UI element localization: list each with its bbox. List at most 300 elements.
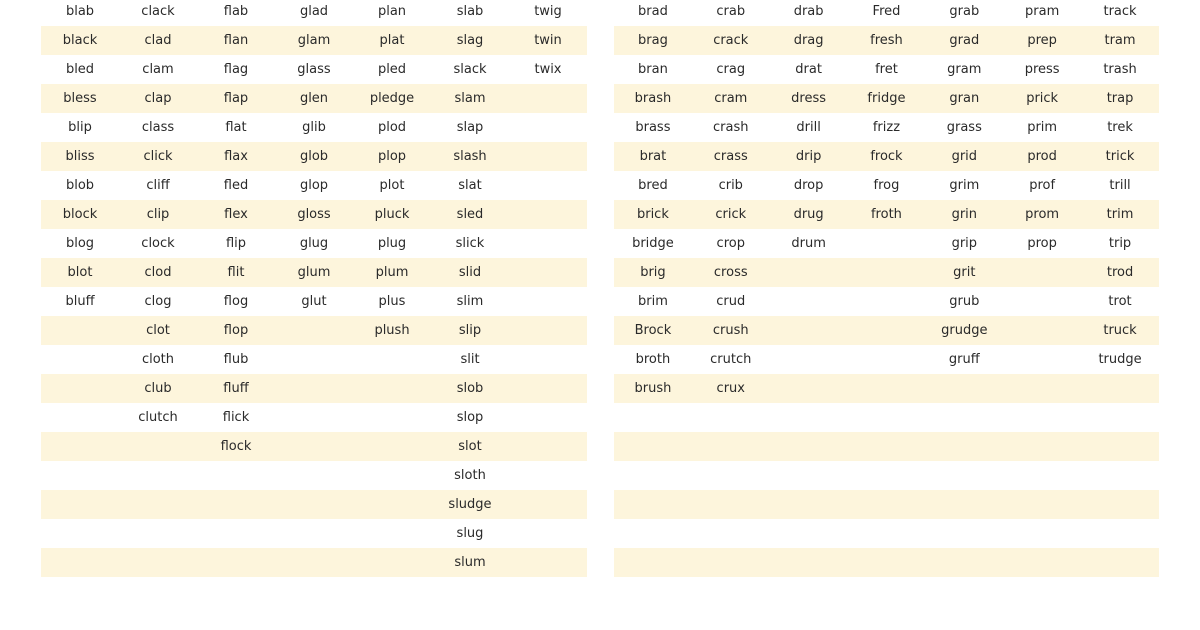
word-cell bbox=[119, 432, 197, 461]
word-cell: brass bbox=[635, 120, 671, 135]
table-row bbox=[614, 229, 1159, 258]
word-cell bbox=[770, 432, 848, 461]
word-cell bbox=[509, 113, 587, 142]
word-cell: clot bbox=[119, 316, 197, 345]
word-cell: slash bbox=[431, 142, 509, 171]
word-cell bbox=[353, 403, 431, 432]
word-cell: grin bbox=[925, 200, 1003, 229]
word-cell: sled bbox=[431, 200, 509, 229]
table-row bbox=[614, 258, 1159, 287]
word-cell bbox=[614, 490, 692, 519]
word-cell: slab bbox=[456, 4, 484, 19]
word-cell: club bbox=[119, 374, 197, 403]
word-cell bbox=[692, 548, 770, 577]
word-cell: prom bbox=[1003, 200, 1081, 229]
word-cell: glob bbox=[275, 142, 353, 171]
word-cell: blab bbox=[65, 4, 95, 19]
word-cell bbox=[1003, 403, 1081, 432]
word-cell bbox=[1003, 432, 1081, 461]
word-cell bbox=[197, 519, 275, 548]
word-cell: pluck bbox=[353, 200, 431, 229]
word-cell: gruff bbox=[948, 352, 980, 367]
word-cell bbox=[1081, 519, 1159, 548]
word-cell: drag bbox=[770, 26, 848, 55]
word-cell bbox=[41, 374, 119, 403]
word-cell: bliss bbox=[41, 142, 119, 171]
word-cell: grudge bbox=[925, 316, 1003, 345]
word-cell bbox=[848, 519, 926, 548]
table-row bbox=[41, 432, 587, 461]
word-cell: bridge bbox=[632, 236, 674, 251]
word-cell bbox=[119, 490, 197, 519]
word-cell bbox=[41, 461, 119, 490]
word-cell: drop bbox=[793, 178, 824, 193]
word-cell: brat bbox=[614, 142, 692, 171]
word-cell: sloth bbox=[454, 468, 486, 483]
word-cell bbox=[848, 461, 926, 490]
word-cell bbox=[925, 403, 1003, 432]
word-cell: gram bbox=[947, 62, 982, 77]
word-cell: flub bbox=[223, 352, 249, 367]
word-table-left-body bbox=[41, 0, 587, 577]
word-cell: flag bbox=[223, 62, 249, 77]
word-cell: glug bbox=[299, 236, 329, 251]
word-cell: truck bbox=[1081, 316, 1159, 345]
word-cell bbox=[119, 519, 197, 548]
word-cell: brig bbox=[614, 258, 692, 287]
word-cell: clack bbox=[141, 4, 175, 19]
word-cell: plug bbox=[377, 236, 407, 251]
word-cell bbox=[353, 432, 431, 461]
word-cell bbox=[614, 403, 692, 432]
word-cell bbox=[1081, 461, 1159, 490]
word-cell: trod bbox=[1081, 258, 1159, 287]
word-cell: slick bbox=[455, 236, 485, 251]
word-cell bbox=[509, 461, 587, 490]
word-cell: glib bbox=[302, 120, 326, 135]
word-cell: bless bbox=[41, 84, 119, 113]
word-cell: pledge bbox=[353, 84, 431, 113]
word-cell: cliff bbox=[146, 178, 170, 193]
word-cell: slag bbox=[431, 26, 509, 55]
word-cell bbox=[848, 374, 926, 403]
word-cell bbox=[509, 84, 587, 113]
word-cell bbox=[1081, 490, 1159, 519]
word-cell: slop bbox=[456, 410, 484, 425]
word-cell: trudge bbox=[1098, 352, 1142, 367]
word-cell bbox=[848, 258, 926, 287]
word-cell bbox=[509, 171, 587, 200]
word-cell bbox=[1003, 345, 1081, 374]
table-row bbox=[41, 490, 587, 519]
word-cell: prop bbox=[1027, 236, 1057, 251]
word-cell bbox=[275, 548, 353, 577]
table-row bbox=[614, 461, 1159, 490]
table-row bbox=[614, 84, 1159, 113]
word-cell: grub bbox=[949, 294, 980, 309]
word-cell: crib bbox=[718, 178, 743, 193]
word-cell bbox=[770, 316, 848, 345]
word-cell: blot bbox=[41, 258, 119, 287]
table-row bbox=[614, 0, 1159, 26]
word-cell bbox=[770, 403, 848, 432]
word-cell bbox=[353, 345, 431, 374]
word-cell: frock bbox=[848, 142, 926, 171]
word-cell bbox=[509, 548, 587, 577]
word-cell bbox=[614, 432, 692, 461]
table-row bbox=[41, 0, 587, 26]
word-table-right-body bbox=[614, 0, 1159, 577]
word-cell: plod bbox=[377, 120, 407, 135]
word-cell: crick bbox=[692, 200, 770, 229]
word-cell: clip bbox=[119, 200, 197, 229]
word-cell bbox=[770, 490, 848, 519]
word-cell: flick bbox=[222, 410, 250, 425]
table-row bbox=[41, 316, 587, 345]
word-cell bbox=[509, 287, 587, 316]
word-cell bbox=[353, 374, 431, 403]
word-cell bbox=[353, 490, 431, 519]
word-cell: grit bbox=[925, 258, 1003, 287]
word-cell: plot bbox=[379, 178, 405, 193]
word-cell bbox=[770, 258, 848, 287]
word-cell: trim bbox=[1081, 200, 1159, 229]
word-cell: clad bbox=[119, 26, 197, 55]
word-cell bbox=[41, 432, 119, 461]
word-cell: plum bbox=[353, 258, 431, 287]
table-row bbox=[614, 200, 1159, 229]
word-cell: blob bbox=[65, 178, 95, 193]
word-cell bbox=[41, 403, 119, 432]
word-cell bbox=[848, 287, 926, 316]
word-cell: twin bbox=[509, 26, 587, 55]
word-cell bbox=[848, 432, 926, 461]
word-cell: broth bbox=[635, 352, 671, 367]
word-cell: slam bbox=[431, 84, 509, 113]
word-cell: clock bbox=[141, 236, 175, 251]
word-cell: fresh bbox=[848, 26, 926, 55]
word-cell: flap bbox=[197, 84, 275, 113]
word-cell: prof bbox=[1029, 178, 1056, 193]
word-cell: dress bbox=[770, 84, 848, 113]
word-cell bbox=[1081, 403, 1159, 432]
word-cell bbox=[770, 548, 848, 577]
word-cell bbox=[119, 461, 197, 490]
word-cell bbox=[925, 374, 1003, 403]
word-cell: plan bbox=[377, 4, 407, 19]
word-cell: cram bbox=[692, 84, 770, 113]
word-cell: trick bbox=[1081, 142, 1159, 171]
word-cell bbox=[197, 548, 275, 577]
word-cell bbox=[275, 461, 353, 490]
word-cell: cross bbox=[692, 258, 770, 287]
word-cell: brick bbox=[614, 200, 692, 229]
word-cell: pram bbox=[1025, 4, 1060, 19]
word-cell: twig bbox=[534, 4, 562, 19]
word-cell bbox=[353, 461, 431, 490]
word-cell bbox=[509, 142, 587, 171]
table-row bbox=[614, 55, 1159, 84]
word-cell: gran bbox=[925, 84, 1003, 113]
word-cell: prep bbox=[1003, 26, 1081, 55]
word-cell bbox=[692, 403, 770, 432]
word-cell: brim bbox=[637, 294, 668, 309]
word-cell: drug bbox=[770, 200, 848, 229]
word-cell bbox=[1003, 316, 1081, 345]
table-row bbox=[41, 200, 587, 229]
word-cell bbox=[1081, 374, 1159, 403]
word-cell: slat bbox=[458, 178, 482, 193]
word-cell bbox=[197, 461, 275, 490]
word-cell bbox=[509, 374, 587, 403]
word-cell: slack bbox=[453, 62, 487, 77]
word-cell bbox=[509, 229, 587, 258]
table-row bbox=[41, 403, 587, 432]
table-row bbox=[41, 171, 587, 200]
word-cell bbox=[848, 316, 926, 345]
table-row bbox=[41, 548, 587, 577]
word-cell: grass bbox=[946, 120, 982, 135]
word-cell: brag bbox=[614, 26, 692, 55]
table-row bbox=[614, 519, 1159, 548]
word-cell: flop bbox=[197, 316, 275, 345]
word-cell: glut bbox=[301, 294, 327, 309]
word-cell: slot bbox=[431, 432, 509, 461]
word-cell: grad bbox=[925, 26, 1003, 55]
word-cell: slim bbox=[456, 294, 484, 309]
word-cell bbox=[119, 548, 197, 577]
word-cell bbox=[770, 519, 848, 548]
word-cell bbox=[1003, 519, 1081, 548]
word-cell: clog bbox=[144, 294, 172, 309]
word-cell bbox=[509, 345, 587, 374]
word-cell bbox=[1003, 548, 1081, 577]
word-cell bbox=[692, 461, 770, 490]
word-cell: Brock bbox=[614, 316, 692, 345]
word-cell: flog bbox=[223, 294, 249, 309]
table-row bbox=[41, 374, 587, 403]
table-row bbox=[614, 171, 1159, 200]
word-cell: gloss bbox=[275, 200, 353, 229]
word-cell: crop bbox=[716, 236, 745, 251]
word-cell bbox=[692, 432, 770, 461]
word-cell bbox=[770, 287, 848, 316]
word-cell bbox=[770, 461, 848, 490]
word-cell: black bbox=[41, 26, 119, 55]
table-row bbox=[614, 548, 1159, 577]
word-cell: pled bbox=[377, 62, 407, 77]
word-cell: crutch bbox=[710, 352, 752, 367]
word-cell: fret bbox=[875, 62, 898, 77]
word-cell: flan bbox=[197, 26, 275, 55]
word-cell: blip bbox=[68, 120, 92, 135]
word-cell bbox=[509, 258, 587, 287]
table-row bbox=[614, 142, 1159, 171]
word-cell: drat bbox=[795, 62, 822, 77]
word-cell bbox=[925, 432, 1003, 461]
word-cell: slit bbox=[460, 352, 480, 367]
table-row bbox=[41, 519, 587, 548]
word-cell bbox=[614, 548, 692, 577]
word-table-left bbox=[41, 0, 587, 577]
word-cell bbox=[692, 490, 770, 519]
word-cell: fluff bbox=[197, 374, 275, 403]
word-cell bbox=[41, 548, 119, 577]
table-row bbox=[41, 26, 587, 55]
word-cell: trip bbox=[1108, 236, 1132, 251]
word-cell: drill bbox=[796, 120, 821, 135]
table-row bbox=[614, 432, 1159, 461]
word-cell: glass bbox=[297, 62, 331, 77]
word-cell: bran bbox=[638, 62, 668, 77]
word-cell bbox=[770, 345, 848, 374]
table-row bbox=[41, 55, 587, 84]
word-cell: prod bbox=[1003, 142, 1081, 171]
word-cell bbox=[509, 403, 587, 432]
word-cell bbox=[692, 519, 770, 548]
word-cell: frog bbox=[873, 178, 900, 193]
word-cell bbox=[848, 229, 926, 258]
word-cell: clutch bbox=[138, 410, 178, 425]
word-cell: flock bbox=[197, 432, 275, 461]
word-cell: flex bbox=[197, 200, 275, 229]
word-cell bbox=[509, 316, 587, 345]
word-cell: press bbox=[1024, 62, 1060, 77]
word-cell: brash bbox=[614, 84, 692, 113]
word-cell: trot bbox=[1108, 294, 1132, 309]
word-cell bbox=[275, 519, 353, 548]
word-cell: brush bbox=[614, 374, 692, 403]
word-cell: block bbox=[41, 200, 119, 229]
word-cell: track bbox=[1103, 4, 1137, 19]
word-cell: slum bbox=[431, 548, 509, 577]
word-cell: crag bbox=[716, 62, 746, 77]
word-cell bbox=[925, 519, 1003, 548]
table-row bbox=[614, 113, 1159, 142]
word-cell: plat bbox=[353, 26, 431, 55]
word-cell: glop bbox=[299, 178, 329, 193]
word-cell bbox=[41, 316, 119, 345]
word-cell: flax bbox=[197, 142, 275, 171]
word-cell: trill bbox=[1109, 178, 1131, 193]
word-cell: crash bbox=[713, 120, 749, 135]
word-cell bbox=[925, 548, 1003, 577]
word-cell bbox=[353, 548, 431, 577]
word-cell: crush bbox=[692, 316, 770, 345]
word-cell bbox=[41, 490, 119, 519]
table-row bbox=[41, 258, 587, 287]
table-row bbox=[41, 461, 587, 490]
word-cell: fridge bbox=[848, 84, 926, 113]
word-cell: slob bbox=[431, 374, 509, 403]
word-cell: slug bbox=[456, 526, 484, 541]
word-cell bbox=[275, 490, 353, 519]
word-cell: glum bbox=[275, 258, 353, 287]
table-row bbox=[614, 403, 1159, 432]
word-cell: plush bbox=[353, 316, 431, 345]
word-cell: clap bbox=[119, 84, 197, 113]
word-cell bbox=[925, 461, 1003, 490]
word-cell: trash bbox=[1103, 62, 1137, 77]
word-cell: crack bbox=[692, 26, 770, 55]
word-cell: drip bbox=[770, 142, 848, 171]
word-cell: flit bbox=[197, 258, 275, 287]
word-cell: trap bbox=[1081, 84, 1159, 113]
word-cell bbox=[1003, 490, 1081, 519]
word-cell: grim bbox=[949, 178, 980, 193]
word-cell: clod bbox=[119, 258, 197, 287]
word-cell: flat bbox=[225, 120, 247, 135]
word-cell: slip bbox=[431, 316, 509, 345]
word-cell: bluff bbox=[65, 294, 95, 309]
word-cell: fled bbox=[223, 178, 249, 193]
word-table-right bbox=[614, 0, 1159, 577]
word-cell bbox=[197, 490, 275, 519]
word-cell bbox=[275, 374, 353, 403]
word-cell bbox=[509, 490, 587, 519]
word-cell bbox=[509, 519, 587, 548]
table-row bbox=[41, 84, 587, 113]
word-cell: crass bbox=[692, 142, 770, 171]
word-cell: brad bbox=[638, 4, 668, 19]
word-cell: glam bbox=[275, 26, 353, 55]
word-cell bbox=[1003, 287, 1081, 316]
word-cell bbox=[275, 316, 353, 345]
word-cell bbox=[275, 403, 353, 432]
word-cell: crud bbox=[716, 294, 746, 309]
word-cell: slap bbox=[456, 120, 484, 135]
word-cell bbox=[41, 345, 119, 374]
word-cell: frizz bbox=[872, 120, 901, 135]
word-cell bbox=[353, 519, 431, 548]
word-cell: froth bbox=[848, 200, 926, 229]
word-cell: grip bbox=[951, 236, 978, 251]
word-cell: plus bbox=[378, 294, 406, 309]
table-row bbox=[614, 490, 1159, 519]
word-cell bbox=[848, 403, 926, 432]
word-cell: glen bbox=[275, 84, 353, 113]
word-cell: crux bbox=[692, 374, 770, 403]
word-cell: sludge bbox=[431, 490, 509, 519]
word-cell bbox=[614, 519, 692, 548]
word-cell: drab bbox=[793, 4, 824, 19]
word-cell bbox=[1003, 258, 1081, 287]
table-row bbox=[41, 229, 587, 258]
word-cell bbox=[1081, 432, 1159, 461]
word-cell: cloth bbox=[141, 352, 175, 367]
word-cell bbox=[1081, 548, 1159, 577]
table-row bbox=[614, 374, 1159, 403]
word-cell: slid bbox=[431, 258, 509, 287]
word-cell: bred bbox=[638, 178, 668, 193]
word-cell: drum bbox=[791, 236, 826, 251]
word-cell: tram bbox=[1081, 26, 1159, 55]
word-cell bbox=[1003, 461, 1081, 490]
word-cell bbox=[275, 345, 353, 374]
word-cell: clam bbox=[142, 62, 174, 77]
word-cell: trek bbox=[1107, 120, 1133, 135]
table-row bbox=[41, 142, 587, 171]
table-row bbox=[614, 345, 1159, 374]
word-cell bbox=[509, 200, 587, 229]
word-cell bbox=[770, 374, 848, 403]
word-cell: Fred bbox=[872, 4, 901, 19]
table-row bbox=[614, 316, 1159, 345]
table-row bbox=[614, 26, 1159, 55]
word-cell: click bbox=[119, 142, 197, 171]
word-cell bbox=[614, 461, 692, 490]
table-row bbox=[614, 287, 1159, 316]
